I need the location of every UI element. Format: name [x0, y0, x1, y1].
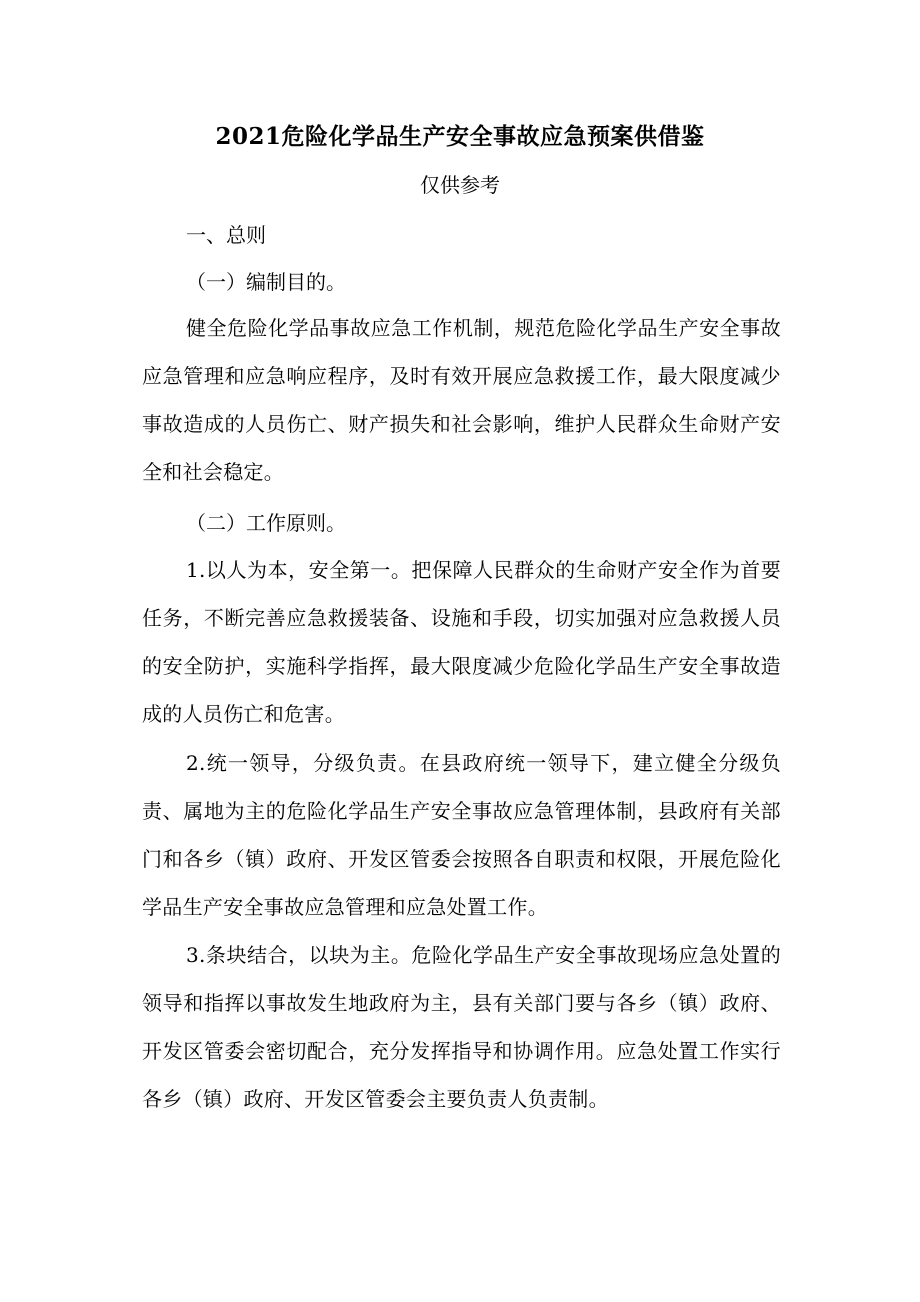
section-heading-general: 一、总则 — [186, 223, 266, 247]
paragraph-purpose: 健全危险化学品事故应急工作机制，规范危险化学品生产安全事故应急管理和应急响应程序，及时有效开展应急救援工作，最大限度减少事故造成的人员伤亡、财产损失和社会影响，维护人民群众生命财产安全和社会稳定。 — [142, 316, 781, 484]
paragraph-principle-1: 1.以人为本，安全第一。把保障人民群众的生命财产安全作为首要任务，不断完善应急救援装备、设施和手段，切实加强对应急救援人员的安全防护，实施科学指挥，最大限度减少危险化学品生产安全事故造成的人员伤亡和危害。 — [142, 558, 781, 726]
paragraph-principle-3: 3.条块结合，以块为主。危险化学品生产安全事故现场应急处置的领导和指挥以事故发生地政府为主，县有关部门要与各乡（镇）政府、开发区管委会密切配合，充分发挥指导和协调作用。应急处置工作实行各乡（镇）政府、开发区管委会主要负责人负责制。 — [142, 943, 781, 1111]
subsection-heading-principles: （二）工作原则。 — [186, 511, 346, 535]
subsection-heading-purpose: （一）编制目的。 — [186, 270, 346, 294]
document-title: 2021危险化学品生产安全事故应急预案供借鉴 — [215, 123, 705, 150]
document-subtitle: 仅供参考 — [420, 173, 500, 197]
paragraph-principle-2: 2.统一领导，分级负责。在县政府统一领导下，建立健全分级负责、属地为主的危险化学品生产安全事故应急管理体制，县政府有关部门和各乡（镇）政府、开发区管委会按照各自职责和权限，开展危险化学品生产安全事故应急管理和应急处置工作。 — [142, 751, 781, 919]
